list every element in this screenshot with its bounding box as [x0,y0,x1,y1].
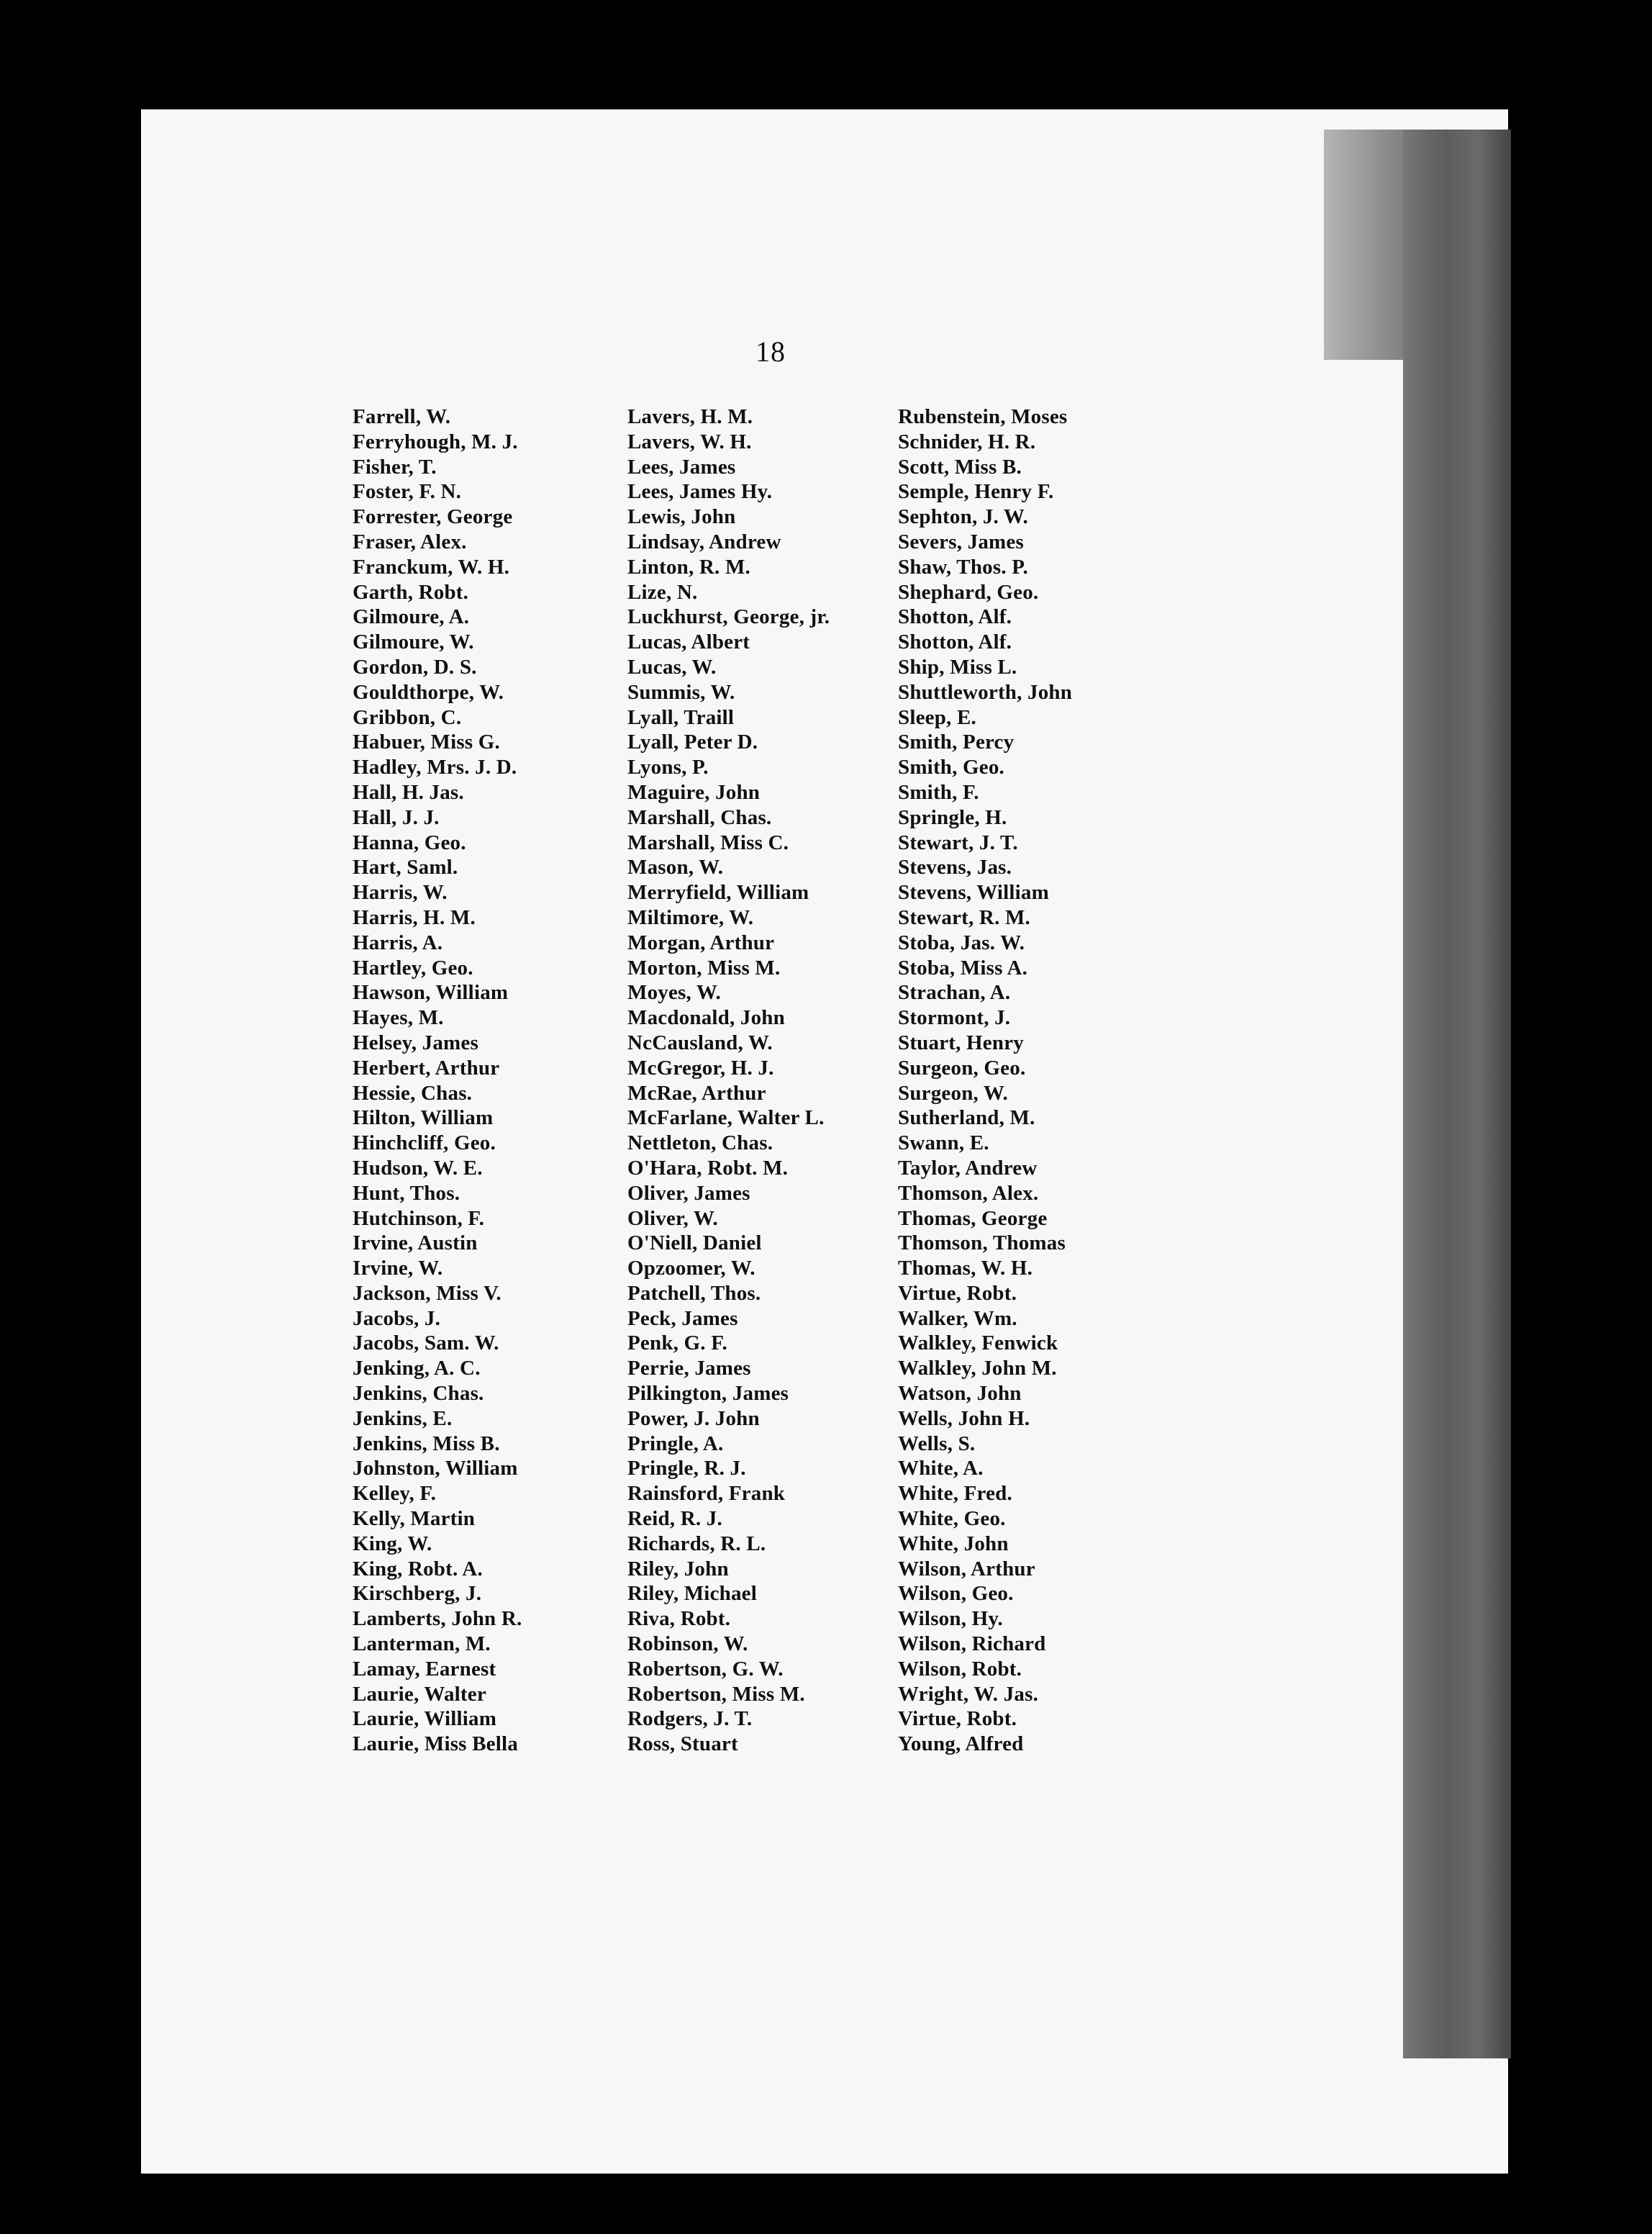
name-entry: Morgan, Arthur [627,931,775,954]
name-entry: Gilmoure, W. [353,630,474,654]
name-entry: Pringle, R. J. [627,1457,746,1480]
name-entry: Lanterman, M. [353,1632,491,1656]
name-entry: Johnston, William [353,1457,518,1480]
name-entry: Franckum, W. H. [353,555,510,579]
name-entry: Lindsay, Andrew [627,530,781,553]
name-entry: Lyall, Peter D. [627,731,758,754]
name-entry: Macdonald, John [627,1006,785,1030]
name-entry: Marshall, Miss C. [627,831,789,854]
name-entry: Mason, W. [627,856,724,879]
name-entry: Kelley, F. [353,1482,437,1506]
name-entry: Opzoomer, W. [627,1257,755,1280]
name-entry: Kelly, Martin [353,1507,476,1531]
name-entry: Luckhurst, George, jr. [627,605,830,629]
name-entry: O'Hara, Robt. M. [627,1156,789,1180]
name-entry: Hadley, Mrs. J. D. [353,756,517,779]
name-entry: Semple, Henry F. [898,480,1054,504]
name-column-1 [353,404,522,1757]
name-entry: Lyall, Traill [627,705,735,729]
name-entry: Habuer, Miss G. [353,731,500,754]
name-entry: Peck, James [627,1306,738,1330]
name-entry: Laurie, Miss Bella [353,1732,518,1756]
name-entry: Richards, R. L. [627,1532,766,1555]
name-entry: Smith, Geo. [898,756,1005,779]
name-entry: Garth, Robt. [353,580,469,604]
name-entry: Hall, J. J. [353,805,440,829]
name-entry: Harris, W. [353,881,448,905]
name-entry: Jenkins, Miss B. [353,1432,500,1455]
name-entry: Gordon, D. S. [353,655,477,679]
name-entry: Stoba, Jas. W. [898,931,1025,954]
name-entry: Walker, Wm. [898,1306,1017,1330]
name-entry: Riley, John [627,1557,729,1580]
name-entry: Marshall, Chas. [627,805,772,829]
name-entry: Forrester, George [353,505,513,529]
name-entry: Foster, F. N. [353,480,462,504]
name-entry: Walkley, John M. [898,1357,1057,1380]
name-entry: Stewart, J. T. [898,831,1018,854]
name-entry: Fisher, T. [353,455,437,479]
name-entry: O'Niell, Daniel [627,1231,762,1255]
name-entry: Lees, James [627,455,736,479]
name-entry: Hunt, Thos. [353,1181,460,1205]
name-entry: Surgeon, W. [898,1081,1008,1105]
name-entry: McGregor, H. J. [627,1056,774,1080]
name-entry: Virtue, Robt. [898,1281,1017,1305]
name-entry: King, Robt. A. [353,1557,483,1580]
name-entry: Perrie, James [627,1357,751,1380]
page-edge-shadow [1403,130,1511,2058]
name-entry: Hayes, M. [353,1006,444,1030]
name-entry: Wells, John H. [898,1406,1030,1430]
name-entry: Robinson, W. [627,1632,748,1656]
name-entry: Riva, Robt. [627,1607,731,1631]
name-entry: Springle, H. [898,805,1007,829]
name-entry: Sleep, E. [898,705,976,729]
name-entry: Smith, F. [898,780,979,804]
name-entry: Robertson, Miss M. [627,1682,805,1706]
name-entry: Stoba, Miss A. [898,956,1028,980]
name-entry: Lavers, W. H. [627,430,752,453]
name-entry: Pringle, A. [627,1432,724,1455]
name-entry: Wright, W. Jas. [898,1682,1039,1706]
name-entry: White, Fred. [898,1482,1012,1506]
name-entry: Jacobs, J. [353,1306,441,1330]
name-entry: Lucas, Albert [627,630,750,654]
name-entry: Rubenstein, Moses [898,405,1068,428]
name-entry: Wilson, Robt. [898,1657,1022,1681]
name-entry: Oliver, W. [627,1206,718,1230]
name-entry: Thomson, Thomas [898,1231,1066,1255]
name-entry: Irvine, Austin [353,1231,478,1255]
name-entry: Rodgers, J. T. [627,1707,753,1731]
name-entry: Reid, R. J. [627,1507,722,1531]
name-entry: Hall, H. Jas. [353,780,464,804]
name-entry: Shotton, Alf. [898,605,1012,629]
name-entry: Jenkins, Chas. [353,1382,484,1406]
name-entry: Robertson, G. W. [627,1657,784,1681]
name-entry: Stuart, Henry [898,1031,1024,1054]
name-entry: Lamberts, John R. [353,1607,522,1631]
name-entry: Hart, Saml. [353,856,458,879]
name-entry: Thomas, George [898,1206,1048,1230]
name-entry: Fraser, Alex. [353,530,467,553]
name-entry: Lucas, W. [627,655,717,679]
name-entry: Severs, James [898,530,1024,553]
name-entry: Wilson, Geo. [898,1582,1014,1606]
name-entry: Power, J. John [627,1406,760,1430]
name-entry: Virtue, Robt. [898,1707,1017,1731]
name-column-2 [627,404,830,1757]
name-entry: Jenking, A. C. [353,1357,481,1380]
name-entry: Gilmoure, A. [353,605,470,629]
name-entry: Smith, Percy [898,731,1015,754]
name-entry: White, John [898,1532,1009,1555]
name-entry: White, Geo. [898,1507,1006,1531]
name-entry: Wilson, Hy. [898,1607,1003,1631]
name-entry: King, W. [353,1532,432,1555]
name-entry: Lavers, H. M. [627,405,753,428]
name-entry: Gouldthorpe, W. [353,680,504,704]
name-entry: Schnider, H. R. [898,430,1036,453]
page-number: 18 [755,335,786,368]
name-entry: Hinchcliff, Geo. [353,1131,496,1155]
name-entry: Patchell, Thos. [627,1281,761,1305]
name-entry: Lamay, Earnest [353,1657,496,1681]
name-entry: Farrell, W. [353,405,451,428]
name-entry: White, A. [898,1457,984,1480]
name-entry: Jackson, Miss V. [353,1281,502,1305]
name-column-3 [898,404,1072,1757]
name-entry: Hanna, Geo. [353,831,466,854]
name-entry: Ferryhough, M. J. [353,430,518,453]
name-entry: Jenkins, E. [353,1406,453,1430]
name-entry: NcCausland, W. [627,1031,773,1054]
name-entry: Nettleton, Chas. [627,1131,773,1155]
name-entry: Sephton, J. W. [898,505,1028,529]
name-entry: Shephard, Geo. [898,580,1039,604]
name-entry: Gribbon, C. [353,705,462,729]
name-entry: Maguire, John [627,780,761,804]
name-entry: Hutchinson, F. [353,1206,485,1230]
name-entry: Miltimore, W. [627,905,754,929]
name-entry: Ross, Stuart [627,1732,738,1756]
name-entry: Thomas, W. H. [898,1257,1033,1280]
name-entry: Sutherland, M. [898,1106,1035,1130]
name-entry: Rainsford, Frank [627,1482,786,1506]
name-entry: Irvine, W. [353,1257,443,1280]
name-entry: Thomson, Alex. [898,1181,1039,1205]
name-entry: Pilkington, James [627,1382,789,1406]
name-entry: Hudson, W. E. [353,1156,483,1180]
name-entry: Merryfield, William [627,881,809,905]
name-entry: Walkley, Fenwick [898,1331,1058,1355]
name-entry: Wilson, Richard [898,1632,1046,1656]
name-entry: Summis, W. [627,680,735,704]
name-entry: Lees, James Hy. [627,480,773,504]
name-entry: Hessie, Chas. [353,1081,473,1105]
name-entry: Oliver, James [627,1181,750,1205]
name-entry: Kirschberg, J. [353,1582,482,1606]
name-entry: Hilton, William [353,1106,494,1130]
name-entry: Stevens, William [898,881,1049,905]
name-entry: Jacobs, Sam. W. [353,1331,499,1355]
name-entry: Stevens, Jas. [898,856,1012,879]
name-entry: Wells, S. [898,1432,976,1455]
name-entry: McRae, Arthur [627,1081,766,1105]
name-entry: Helsey, James [353,1031,478,1054]
name-entry: Strachan, A. [898,981,1011,1005]
name-entry: Shotton, Alf. [898,630,1012,654]
name-entry: Ship, Miss L. [898,655,1017,679]
name-entry: Lize, N. [627,580,698,604]
name-entry: Linton, R. M. [627,555,750,579]
name-entry: Penk, G. F. [627,1331,727,1355]
name-entry: Hawson, William [353,981,509,1005]
name-entry: Shuttleworth, John [898,680,1073,704]
name-entry: Wilson, Arthur [898,1557,1035,1580]
name-entry: Hartley, Geo. [353,956,473,980]
name-entry: Taylor, Andrew [898,1156,1038,1180]
name-entry: Harris, H. M. [353,905,476,929]
name-entry: Watson, John [898,1382,1022,1406]
name-entry: Swann, E. [898,1131,989,1155]
name-entry: Surgeon, Geo. [898,1056,1026,1080]
name-entry: Lewis, John [627,505,736,529]
name-entry: Herbert, Arthur [353,1056,500,1080]
name-entry: Laurie, William [353,1707,497,1731]
name-entry: Laurie, Walter [353,1682,486,1706]
name-entry: McFarlane, Walter L. [627,1106,825,1130]
name-entry: Young, Alfred [898,1732,1024,1756]
name-entry: Riley, Michael [627,1582,757,1606]
name-entry: Stormont, J. [898,1006,1011,1030]
name-entry: Stewart, R. M. [898,905,1030,929]
name-entry: Shaw, Thos. P. [898,555,1028,579]
name-entry: Moyes, W. [627,981,721,1005]
name-entry: Lyons, P. [627,756,709,779]
name-entry: Scott, Miss B. [898,455,1022,479]
name-entry: Morton, Miss M. [627,956,781,980]
name-entry: Harris, A. [353,931,443,954]
